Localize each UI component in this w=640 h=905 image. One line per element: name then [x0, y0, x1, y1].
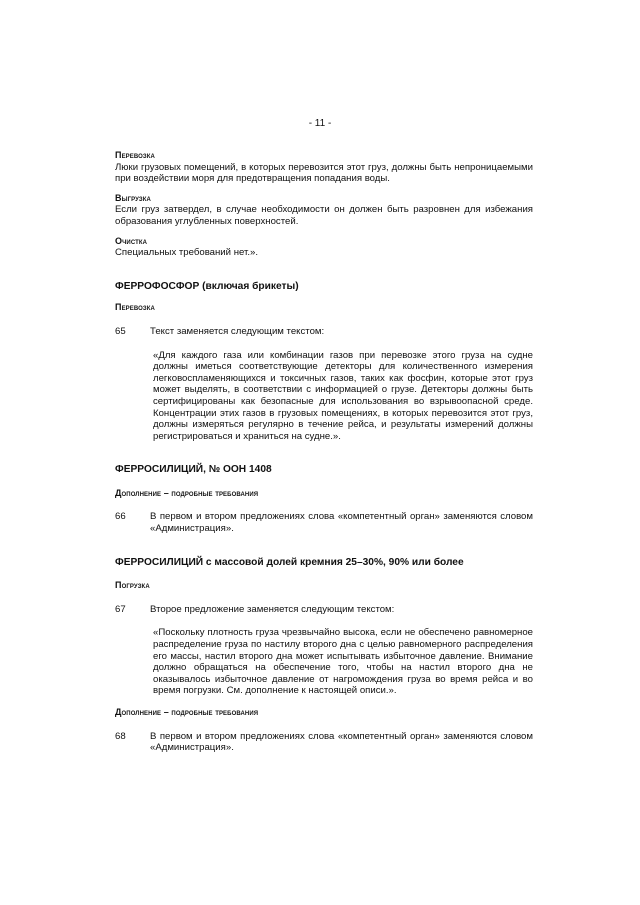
item-text: Второе предложение заменяется следующим текстом: [150, 603, 395, 615]
item-68 [115, 731, 533, 754]
ferrosilicon-loading-heading: Погрузка [115, 580, 150, 591]
item-number: 68 [115, 730, 126, 742]
section-heading-clean-up: Очистка [115, 235, 148, 246]
ferrosilicon-appendix-heading: Дополнение – подробные требования [115, 487, 259, 498]
page-content [115, 150, 533, 754]
carriage-paragraph: Люки грузовых помещений, в которых перевозится этот груз, должны быть непроницаемыми при воздействии моря для предотвращения попадания воды. [115, 161, 533, 185]
clean-up-paragraph: Специальных требований нет.». [115, 247, 259, 259]
page-number: - 11 - [308, 118, 332, 129]
discharge-paragraph: Если груз затвердел, в случае необходимости он должен быть разровнен для избежания образования углубленных поверхностей. [115, 204, 533, 227]
section-heading-carriage: Перевозка [115, 150, 155, 160]
item-text: В первом и втором предложениях слова «компетентный орган» заменяются словом «Администрация». [150, 730, 533, 754]
item-65-quote: «Для каждого газа или комбинации газов при перевозке этого груза на судне должны иметься соответствующие детекторы для количественного измерения легковоспламеняющихся и токсичных газов, таких как фосфин, которые этот груз может выделять, в соответствии с информацией о грузе. Детекторы должны быть сертифицированы как безопасные для использования во взрывоопасной среде. Концентрации этих газов в грузовых помещениях, в которых перевозится этот груз, должны измеряться регулярно в течение рейса, и результаты измерений должны регистрироваться и храниться на судне.». [153, 349, 533, 442]
item-number: 66 [115, 511, 126, 523]
item-number: 67 [115, 603, 126, 615]
item-66 [115, 511, 533, 534]
item-text: В первом и втором предложениях слова «компетентный орган» заменяются словом «Администрация». [150, 511, 533, 535]
item-number: 65 [115, 325, 126, 337]
item-67-quote: «Поскольку плотность груза чрезвычайно высока, если не обеспечено равномерное распределение груза по настилу второго дна с целью равномерного распределения его массы, настил второго дна может испытывать избыточное давление. Внимание должно обращаться на обеспечение того, чтобы на настил второго дна не оказывалось избыточное давление от нагромождения груза во время рейса и во время погрузки. См. дополнение к настоящей описи.». [153, 627, 533, 697]
item-65 [115, 326, 533, 338]
section-heading-discharge: Выгрузка [115, 192, 151, 203]
ferrosilicon-25-30-appendix-heading: Дополнение – подробные требования [115, 707, 259, 717]
item-67 [115, 604, 533, 616]
ferrophosphorus-carriage-heading: Перевозка [115, 302, 155, 313]
ferrophosphorus-title: ФЕРРОФОСФОР (включая брикеты) [115, 280, 299, 292]
ferrosilicon-title: ФЕРРОСИЛИЦИЙ, № ООН 1408 [115, 464, 272, 476]
item-text: Текст заменяется следующим текстом: [150, 325, 325, 337]
ferrosilicon-25-30-title: ФЕРРОСИЛИЦИЙ с массовой долей кремния 25–30%, 90% или более [115, 556, 464, 568]
